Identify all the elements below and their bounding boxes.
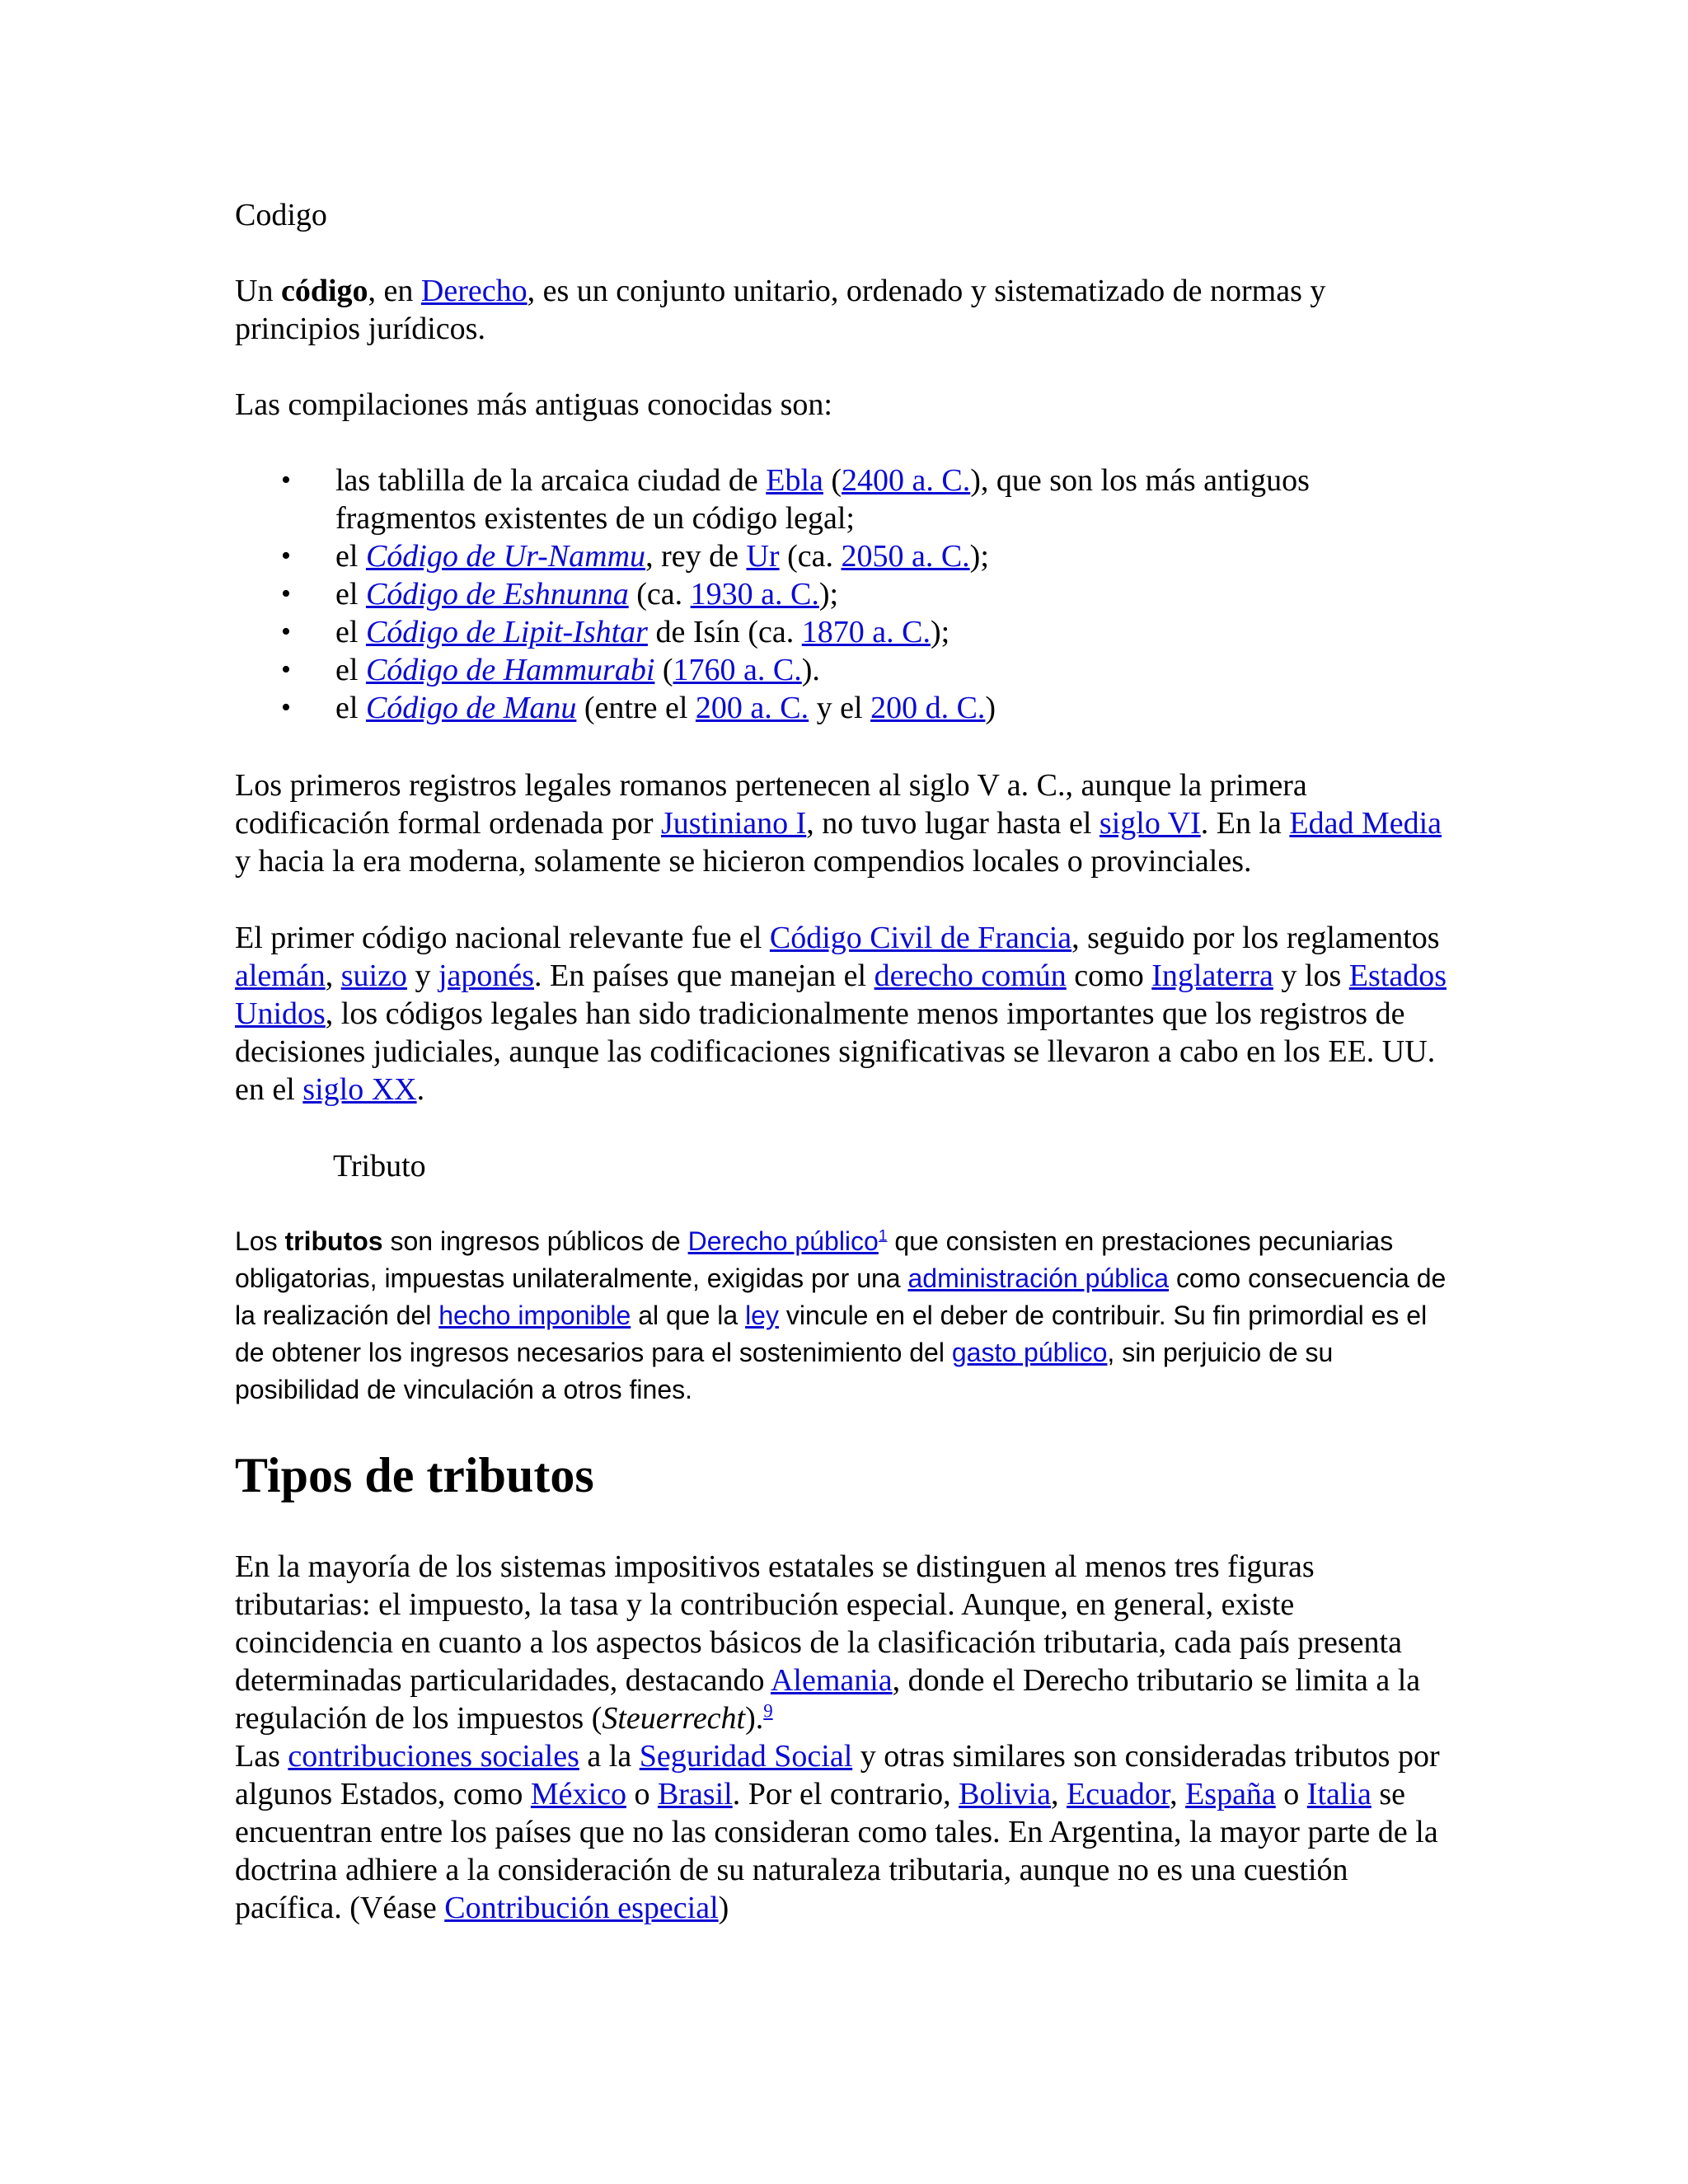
codigo-hammurabi-link[interactable]: Código de Hammurabi xyxy=(365,653,655,687)
year-1930-link[interactable]: 1930 a. C. xyxy=(690,577,819,612)
hecho-imponible-link[interactable]: hecho imponible xyxy=(438,1301,631,1330)
tributos-paragraph: Los tributos son ingresos públicos de Derecho público$^1$ que consisten en prestaciones pecuniarias obligatorias, impuestas unilateralmente, exigidas por una administración pública como consecuencia de la realización del hecho imponible al que la ley vincule en el deber de contribuir. Su fin primordial es el de obtener los ingresos necesarios para el sostenimiento del gasto público, sin perjuicio de su posibilidad de vinculación a otros fines. xyxy=(235,1226,1447,1404)
codigo-bold-term: código xyxy=(280,274,368,308)
derecho-publico-link[interactable]: Derecho público xyxy=(687,1226,879,1256)
derecho-link[interactable]: Derecho xyxy=(420,274,528,308)
tributos-bold-term: tributos xyxy=(284,1226,383,1256)
edad-media-link[interactable]: Edad Media xyxy=(1289,806,1442,841)
tipos-paragraph: En la mayoría de los sistemas impositivos estatales se distinguen al menos tres figuras tributarias: el impuesto, la tasa y la contribución especial. Aunque, en general, existe coincidencia en cuanto a los aspectos básicos de la clasificación tributaria, cada país presenta determinadas particularidades, destacando Alemania, donde el Derecho tributario se limita a la regulación de los impuestos (Steuerrecht).$^9$ xyxy=(235,1549,1421,1736)
codigo-eshnunna-link[interactable]: Código de Eshnunna xyxy=(365,577,629,612)
mexico-link[interactable]: México xyxy=(530,1777,626,1811)
espana-link[interactable]: España xyxy=(1185,1777,1276,1811)
year-2400-link[interactable]: 2400 a. C. xyxy=(842,463,971,498)
codigo-nacional-paragraph: El primer código nacional relevante fue el Código Civil de Francia, seguido por los reglamentos alemán, suizo y japonés. En países que manejan el derecho común como Inglaterra y los Estados Unidos, los códigos legales han sido tradicionalmente menos importantes que los registros de decisiones judiciales, aunque las codificaciones significativas se llevaron a cabo en los EE. UU. en el siglo XX. xyxy=(235,921,1447,1107)
administracion-publica-link[interactable]: administración pública xyxy=(907,1263,1170,1293)
alemania-link[interactable]: Alemania xyxy=(770,1663,893,1698)
bolivia-link[interactable]: Bolivia xyxy=(959,1777,1051,1811)
tipos-de-tributos-heading: Tipos de tributos xyxy=(235,1448,594,1502)
year-1870-link[interactable]: 1870 a. C. xyxy=(801,615,931,649)
steuerrecht-term: Steuerrecht xyxy=(602,1701,746,1736)
suizo-link[interactable]: suizo xyxy=(340,958,407,993)
inglaterra-link[interactable]: Inglaterra xyxy=(1151,958,1273,993)
romanos-paragraph: Los primeros registros legales romanos pertenecen al siglo V a. C., aunque la primera codificación formal ordenada por Justiniano I, no tuvo lugar hasta el siglo VI. En la Edad Media y hacia la era moderna, solamente se hicieron compendios locales o provinciales. xyxy=(235,768,1442,879)
year-200-ac-link[interactable]: 200 a. C. xyxy=(695,691,809,725)
year-200-dc-link[interactable]: 200 d. C. xyxy=(870,691,986,725)
siglo-xx-link[interactable]: siglo XX xyxy=(302,1072,417,1107)
codigo-manu-link[interactable]: Código de Manu xyxy=(365,691,577,725)
contribucion-especial-link[interactable]: Contribución especial xyxy=(444,1891,719,1925)
codigo-civil-francia-link[interactable]: Código Civil de Francia xyxy=(769,921,1072,955)
ebla-link[interactable]: Ebla xyxy=(766,463,823,498)
aleman-link[interactable]: alemán xyxy=(235,958,326,993)
list-item: • el Código de Lipit-Ishtar de Isín (ca. 1870 a. C.); xyxy=(235,613,1447,651)
compilaciones-list xyxy=(235,462,1447,727)
list-item: • el Código de Manu (entre el 200 a. C. y el 200 d. C.) xyxy=(235,689,1447,727)
contribuciones-paragraph: Las contribuciones sociales a la Seguridad Social y otras similares son consideradas tributos por algunos Estados, como México o Brasil. Por el contrario, Bolivia, Ecuador, España o Italia se encuentran entre los países que no las consideran como tales. En Argentina, la mayor parte de la doctrina adhiere a la consideración de su naturaleza tributaria, aunque no es una cuestión pacífica. (Véase Contribución especial) xyxy=(235,1739,1440,1925)
estados-unidos-link[interactable]: Estados Unidos xyxy=(235,958,1447,1031)
codigo-lipit-ishtar-link[interactable]: Código de Lipit-Ishtar xyxy=(365,615,648,649)
japones-link[interactable]: japonés xyxy=(438,958,535,993)
derecho-comun-link[interactable]: derecho común xyxy=(874,958,1067,993)
list-item: • el Código de Ur-Nammu, rey de Ur (ca. 2050 a. C.); xyxy=(235,537,1447,575)
codigo-definition-paragraph: Un código, en Derecho, es un conjunto unitario, ordenado y sistematizado de normas y principios jurídicos. xyxy=(235,274,1326,346)
seguridad-social-link[interactable]: Seguridad Social xyxy=(639,1739,853,1774)
justiniano-link[interactable]: Justiniano I xyxy=(661,806,807,841)
gasto-publico-link[interactable]: gasto público xyxy=(951,1338,1108,1367)
contribuciones-sociales-link[interactable]: contribuciones sociales xyxy=(288,1739,579,1774)
list-item: • las tablilla de la arcaica ciudad de Ebla (2400 a. C.), que son los más antiguos fragmentos existentes de un código legal; xyxy=(235,462,1447,537)
year-1760-link[interactable]: 1760 a. C. xyxy=(673,653,802,687)
brasil-link[interactable]: Brasil xyxy=(657,1777,733,1811)
ur-link[interactable]: Ur xyxy=(746,539,780,574)
footnote-1-link[interactable]: 1 xyxy=(878,1227,888,1245)
compilaciones-intro: Las compilaciones más antiguas conocidas son: xyxy=(235,387,832,422)
tributo-heading: Tributo xyxy=(333,1149,426,1183)
italia-link[interactable]: Italia xyxy=(1306,1777,1372,1811)
year-2050-link[interactable]: 2050 a. C. xyxy=(841,539,970,574)
list-item: • el Código de Eshnunna (ca. 1930 a. C.); xyxy=(235,575,1447,613)
footnote-9-link[interactable]: 9 xyxy=(763,1700,773,1722)
siglo-vi-link[interactable]: siglo VI xyxy=(1099,806,1201,841)
document-title: Codigo xyxy=(235,198,327,232)
codigo-ur-nammu-link[interactable]: Código de Ur-Nammu xyxy=(365,539,646,574)
list-item: • el Código de Hammurabi (1760 a. C.). xyxy=(235,651,1447,689)
ley-link[interactable]: ley xyxy=(745,1301,779,1330)
ecuador-link[interactable]: Ecuador xyxy=(1066,1777,1170,1811)
